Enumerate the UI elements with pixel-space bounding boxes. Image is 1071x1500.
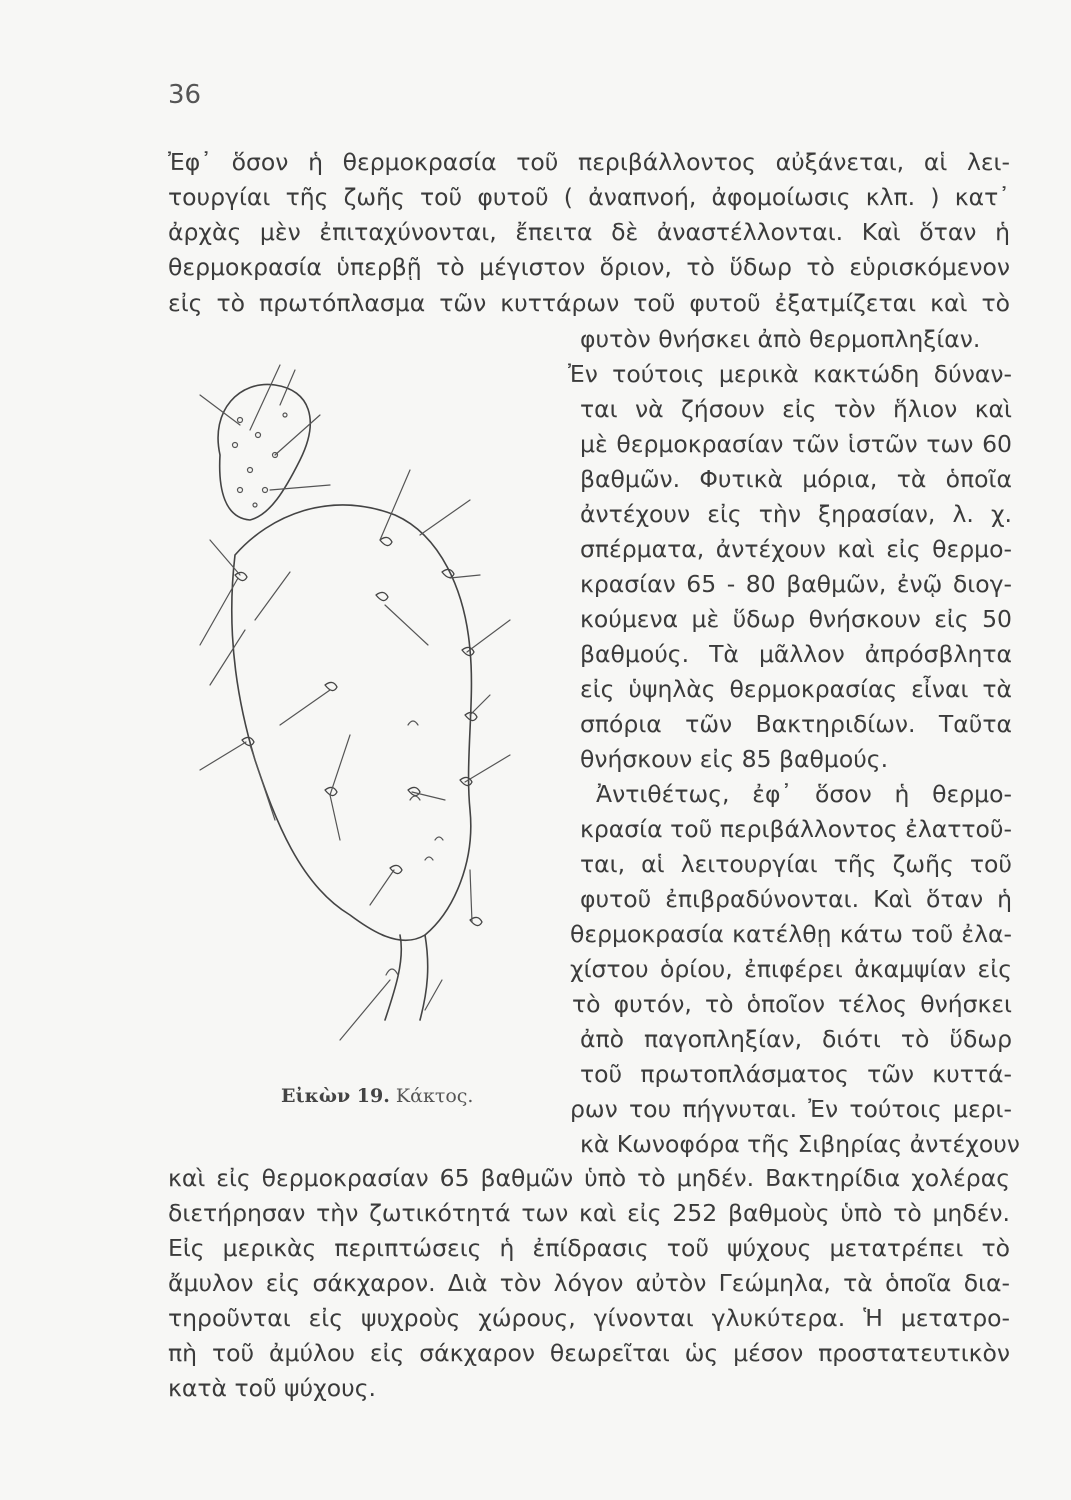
text-line: βαθμῶν. Φυτικὰ μόρια, τὰ ὁποῖα xyxy=(580,465,1012,493)
page-number: 36 xyxy=(168,80,202,110)
text-line: φυτοῦ ἐπιβραδύνονται. Καὶ ὅταν ἡ xyxy=(580,885,1012,913)
text-line: Εἰς μερικὰς περιπτώσεις ἡ ἐπίδρασις τοῦ ψύχους μετατρέπει τὸ xyxy=(168,1234,1010,1262)
text-line: εἰς ὑψηλὰς θερμοκρασίας εἶναι τὰ xyxy=(580,675,1012,703)
text-line: εἰς τὸ πρωτόπλασμα τῶν κυττάρων τοῦ φυτοῦ ἐξατμίζεται καὶ τὸ xyxy=(168,289,1010,317)
text-line: ἀντέχουν εἰς τὴν ξηρασίαν, λ. χ. xyxy=(580,500,1012,528)
text-line: κατὰ τοῦ ψύχους. xyxy=(168,1374,376,1402)
text-line: πὴ τοῦ ἀμύλου εἰς σάκχαρον θεωρεῖται ὡς μέσον προστατευτικὸν xyxy=(168,1339,1010,1367)
text-line: κὰ Κωνοφόρα τῆς Σιβηρίας ἀντέχουν xyxy=(580,1130,1020,1158)
text-line: θερμοκρασία ὑπερβῇ τὸ μέγιστον ὅριον, τὸ ὕδωρ τὸ εὑρισκόμενον xyxy=(168,253,1010,281)
text-line: ἀρχὰς μὲν ἐπιταχύνονται, ἔπειτα δὲ ἀναστέλλονται. Καὶ ὅταν ἡ xyxy=(168,218,1010,246)
text-line: ται νὰ ζήσουν εἰς τὸν ἥλιον καὶ xyxy=(580,395,1012,423)
text-line: τοῦ πρωτοπλάσματος τῶν κυττά- xyxy=(580,1060,1012,1088)
text-line: χίστου ὁρίου, ἐπιφέρει ἀκαμψίαν εἰς xyxy=(570,955,1012,983)
figure-caption xyxy=(281,1085,473,1107)
text-line: ἀπὸ παγοπληξίαν, διότι τὸ ὕδωρ xyxy=(580,1025,1012,1053)
figure-label: Εἰκὼν 19. xyxy=(281,1085,390,1107)
text-line: τὸ φυτόν, τὸ ὁποῖον τέλος θνήσκει xyxy=(572,990,1012,1018)
text-line: Ἐν τούτοις μερικὰ κακτώδη δύναν- xyxy=(568,360,1012,388)
text-line: φυτὸν θνήσκει ἀπὸ θερμοπληξίαν. xyxy=(580,325,981,353)
text-line: τουργίαι τῆς ζωῆς τοῦ φυτοῦ ( ἀναπνοή, ἀφομοίωσις κλπ. ) κατ᾽ xyxy=(168,183,1010,211)
text-line: κρασία τοῦ περιβάλλοντος ἐλαττοῦ- xyxy=(580,815,1012,843)
figure-caption-text: Κάκτος. xyxy=(395,1085,474,1107)
text-line: θνήσκουν εἰς 85 βαθμούς. xyxy=(580,745,889,773)
text-line: ρων του πήγνυται. Ἐν τούτοις μερι- xyxy=(570,1095,1012,1123)
text-line: Ἐφ᾽ ὅσον ἡ θερμοκρασία τοῦ περιβάλλοντος αὐξάνεται, αἱ λει- xyxy=(168,148,1010,176)
text-line: σπέρματα, ἀντέχουν καὶ εἰς θερμο- xyxy=(580,535,1012,563)
text-line: θερμοκρασία κατέλθῃ κάτω τοῦ ἐλα- xyxy=(570,920,1012,948)
text-line: ἄμυλον εἰς σάκχαρον. Διὰ τὸν λόγον αὐτὸν Γεώμηλα, τὰ ὁποῖα δια- xyxy=(168,1269,1010,1297)
text-line: καὶ εἰς θερμοκρασίαν 65 βαθμῶν ὑπὸ τὸ μηδέν. Βακτηρίδια χολέρας xyxy=(168,1164,1010,1192)
text-line: σπόρια τῶν Βακτηριδίων. Ταῦτα xyxy=(580,710,1012,738)
text-line: Ἀντιθέτως, ἐφ᾽ ὅσον ἡ θερμο- xyxy=(596,780,1012,808)
text-line: μὲ θερμοκρασίαν τῶν ἱστῶν των 60 xyxy=(580,430,1012,458)
text-line: ται, αἱ λειτουργίαι τῆς ζωῆς τοῦ xyxy=(580,850,1012,878)
text-line: βαθμούς. Τὰ μᾶλλον ἀπρόσβλητα xyxy=(580,640,1012,668)
text-line: τηροῦνται εἰς ψυχροὺς χώρους, γίνονται γλυκύτερα. Ἡ μετατρο- xyxy=(168,1304,1010,1332)
text-line: διετήρησαν τὴν ζωτικότητά των καὶ εἰς 252 βαθμοὺς ὑπὸ τὸ μηδέν. xyxy=(168,1199,1010,1227)
text-line: κρασίαν 65 - 80 βαθμῶν, ἐνῷ διογ- xyxy=(580,570,1012,598)
text-line: κούμενα μὲ ὕδωρ θνήσκουν εἰς 50 xyxy=(580,605,1012,633)
cactus-illustration xyxy=(180,340,580,1080)
